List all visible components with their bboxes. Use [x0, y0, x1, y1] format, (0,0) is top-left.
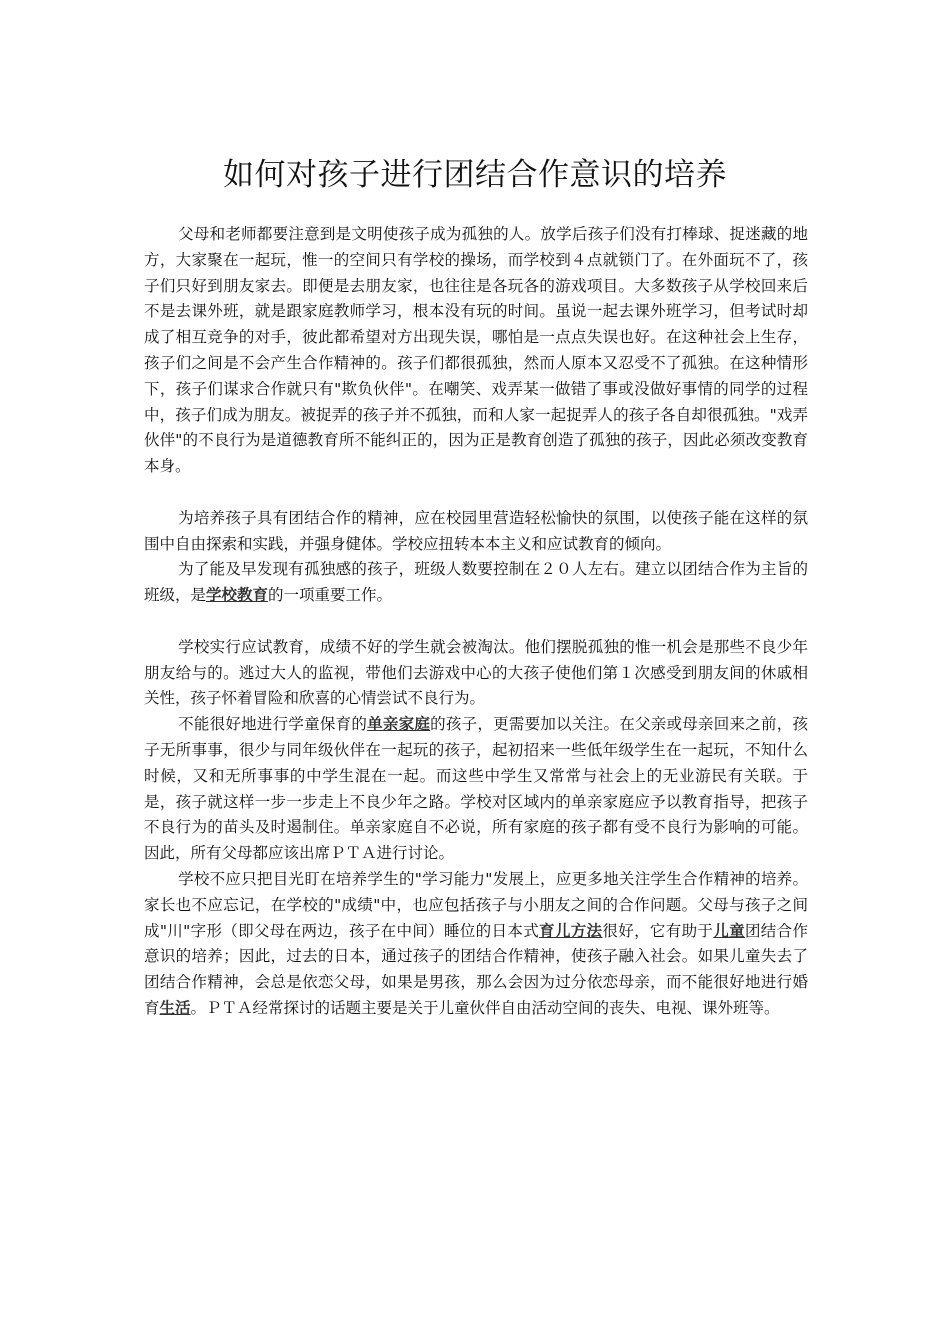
paragraph-text: 父母和老师都要注意到是文明使孩子成为孤独的人。放学后孩子们没有打棒球、捉迷藏的地方，大家聚在一起玩，惟一的空间只有学校的操场，而学校到４点就锁门了。在外面玩不了，孩子们只好到朋友家去。即便是去朋友家，也往往是各玩各的游戏项目。大多数孩子从学校回来后不是去课外班，就是跟家庭教师学习，根本没有玩的时间。虽说一起去课外班学习，但考试时却成了相互竞争的对手，彼此都希望对方出现失误，哪怕是一点点失误也好。在这种社会上生存，孩子们之间是不会产生合作精神的。孩子们都很孤独，然而人原本又忍受不了孤独。在这种情形下，孩子们谋求合作就只有"欺负伙伴"。在嘲笑、戏弄某一做错了事或没做好事情的同学的过程中，孩子们成为朋友。被捉弄的孩子并不孤独，而和人家一起捉弄人的孩子各自却很孤独。"戏弄伙伴"的不良行为是道德教育所不能纠正的，因为正是教育创造了孤独的孩子，因此必须改变教育本身。 — [144, 225, 808, 476]
paragraph-text: 的孩子，更需要加以关注。在父亲或母亲回来之前，孩子无所事事，很少与同年级伙伴在一起玩的孩子，起初招来一些低年级学生在一起玩，不知什么时候，又和无所事事的中学生混在一起。而这些中学生又常常与社会上的无业游民有关联。于是，孩子就这样一步一步走上不良少年之路。学校对区域内的单亲家庭应予以教育指导，把孩子不良行为的苗头及时遏制住。单亲家庭自不必说，所有家庭的孩子都有受不良行为影响的可能。因此，所有父母都应该出席ＰＴＡ进行讨论。 — [144, 715, 808, 863]
keyword-link[interactable]: 育儿方法 — [539, 921, 603, 940]
keyword-link[interactable]: 学校教育 — [206, 586, 269, 605]
document-title: 如何对孩子进行团结合作意识的培养 — [223, 157, 727, 193]
paragraph-text: 不能很好地进行学童保育的 — [178, 715, 368, 734]
paragraph-text: 的一项重要工作。 — [268, 586, 393, 605]
paragraph — [144, 506, 808, 558]
paragraph — [144, 867, 808, 1022]
document-body — [144, 222, 808, 1022]
paragraph-text: 学校不应只把目光盯在培养学生的"学习能力"发展上，应更多地关注学生合作精神的培养。家长也不应忘记，在学校的"成绩"中，也应包括孩子与小朋友之间的合作问题。父母与孩子之间成"川"字形（即父母在两边，孩子在中间）睡位的日本式 — [144, 869, 808, 940]
paragraph — [144, 712, 808, 867]
paragraph-text: 为了能及早发现有孤独感的孩子，班级人数要控制在２０人左右。建立以团结合作为主旨的班级，是 — [144, 560, 808, 605]
paragraph-spacer — [144, 480, 808, 506]
paragraph-text: 团结合作意识的培养；因此，过去的日本，通过孩子的团结合作精神，使孩子融入社会。如果儿童失去了团结合作精神，会总是依恋父母，如果是男孩，那么会因为过分依恋母亲，而不能很好地进行婚育 — [144, 921, 808, 1017]
paragraph — [144, 557, 808, 609]
keyword-link[interactable]: 单亲家庭 — [367, 715, 431, 734]
paragraph-spacer — [144, 609, 808, 635]
paragraph — [144, 635, 808, 712]
keyword-link[interactable]: 儿童 — [713, 921, 745, 940]
paragraph — [144, 222, 808, 480]
paragraph-text: 为培养孩子具有团结合作的精神，应在校园里营造轻松愉快的氛围，以使孩子能在这样的氛围中自由探索和实践，并强身健体。学校应扭转本本主义和应试教育的倾向。 — [144, 508, 808, 553]
paragraph-text: 很好，它有助于 — [602, 921, 714, 940]
paragraph-text: 学校实行应试教育，成绩不好的学生就会被淘汰。他们摆脱孤独的惟一机会是那些不良少年朋友给与的。逃过大人的监视，带他们去游戏中心的大孩子使他们第１次感受到朋友间的休戚相关性，孩子怀着冒险和欣喜的心情尝试不良行为。 — [144, 637, 808, 708]
keyword-link[interactable]: 生活 — [159, 998, 191, 1017]
paragraph-text: 。ＰＴＡ经常探讨的话题主要是关于儿童伙伴自由活动空间的丧失、电视、课外班等。 — [190, 998, 780, 1017]
